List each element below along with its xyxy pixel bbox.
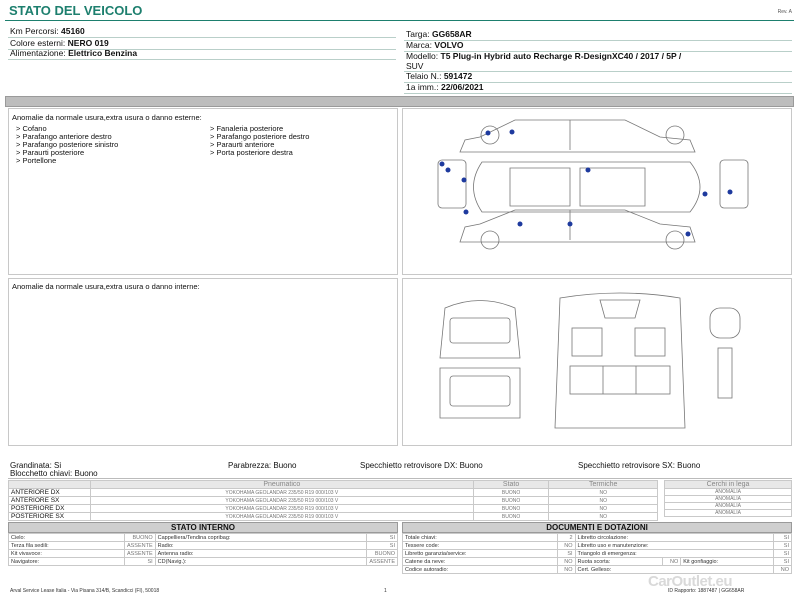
damage-marker [440, 162, 445, 167]
table-row [403, 558, 792, 566]
damage-marker [728, 190, 733, 195]
stato-header: Stato [473, 481, 549, 489]
section-bar [5, 96, 794, 107]
tyre-termiche: NO [549, 513, 658, 521]
grandinata-status: Grandinata: Si [10, 461, 62, 470]
damage-item: > Fanaleria posteriore [210, 124, 284, 133]
title-rule [5, 20, 794, 21]
table-row [403, 542, 792, 550]
documenti-table [402, 533, 792, 574]
tyre-termiche: NO [549, 497, 658, 505]
item-label: Catene da neve: [403, 558, 558, 566]
item-value: NO [557, 542, 575, 550]
internal-damage-title: Anomalie da normale usura,extra usura o danno interne: [12, 282, 200, 291]
marca-field: Marca: VOLVO [406, 40, 464, 50]
item-value: NO [663, 558, 681, 566]
damage-item: > Parafango posteriore destro [210, 132, 310, 141]
item-value: ASSENTE [367, 558, 398, 566]
item-label: Kit vivavoce: [9, 550, 125, 558]
damage-marker [518, 222, 523, 227]
tyre-termiche: NO [549, 505, 658, 513]
tyre-model: YOKOHAMA GEOLANDAR 235/50 R19 000/103 V [91, 497, 474, 505]
table-row [665, 503, 792, 510]
car-interior-diagram [420, 288, 780, 438]
tyre-header: Pneumatico [91, 481, 474, 489]
table-row [403, 550, 792, 558]
stato-interno-table [8, 533, 398, 566]
tyre-model: YOKOHAMA GEOLANDAR 235/50 R19 000/103 V [91, 513, 474, 521]
item-label: Cielo: [9, 534, 125, 542]
cerchi-value: ANOMALIA [665, 496, 792, 503]
cerchi-header: Cerchi in lega [665, 481, 792, 489]
modello-field: Modello: T5 Plug-in Hybrid auto Recharge R-DesignXC40 / 2017 / 5P / [406, 51, 682, 61]
item-value: SI [557, 550, 575, 558]
cerchi-value: ANOMALIA [665, 489, 792, 496]
item-label: Libretto garanzia/service: [403, 550, 558, 558]
table-row [665, 496, 792, 503]
item-value: NO [774, 566, 792, 574]
damage-item: > Portellone [16, 156, 57, 165]
documenti-header: DOCUMENTI E DOTAZIONI [402, 522, 792, 533]
item-value: BUONO [124, 534, 155, 542]
tyre-stato: BUONO [473, 489, 549, 497]
specchietto-sx-status: Specchietto retrovisore SX: Buono [578, 461, 701, 470]
item-label: Navigatore: [9, 558, 125, 566]
footer-address: Arval Service Lease Italia - Via Pisana 314/B, Scandicci (FI), 50018 [10, 588, 160, 594]
item-label: Libretto circolazione: [575, 534, 773, 542]
status-rule [8, 478, 792, 479]
damage-item: > Cofano [16, 124, 47, 133]
item-label: Antenna radio: [155, 550, 367, 558]
tyre-stato: BUONO [473, 513, 549, 521]
item-label: Kit gonfiaggio: [681, 558, 774, 566]
tyres-table [8, 480, 658, 521]
table-row [9, 513, 658, 521]
termiche-header: Termiche [549, 481, 658, 489]
table-row [403, 534, 792, 542]
item-label: Totale chiavi: [403, 534, 558, 542]
specchietto-dx-status: Specchietto retrovisore DX: Buono [360, 461, 483, 470]
item-value: ASSENTE [124, 542, 155, 550]
item-label: Cert. Gelleso: [575, 566, 773, 574]
item-value: SI [774, 534, 792, 542]
damage-marker [568, 222, 573, 227]
item-label: Cappelliera/Tendina copribag: [155, 534, 367, 542]
tyre-model: YOKOHAMA GEOLANDAR 235/50 R19 000/103 V [91, 505, 474, 513]
damage-marker [686, 232, 691, 237]
item-value: NO [557, 558, 575, 566]
damage-marker [486, 131, 491, 136]
table-row [9, 497, 658, 505]
immatricolazione-field: 1a imm.: 22/06/2021 [406, 82, 484, 92]
item-value: SI [774, 542, 792, 550]
tyre-position: ANTERIORE DX [9, 489, 91, 497]
parabrezza-status: Parabrezza: Buono [228, 461, 297, 470]
item-label: Terza fila sedili: [9, 542, 125, 550]
car-exterior-diagram [420, 112, 780, 272]
item-value: SI [774, 558, 792, 566]
revision-label: Rev. A [777, 9, 792, 15]
colore-field: Colore esterni: NERO 019 [10, 38, 109, 48]
cerchi-table [664, 480, 792, 517]
internal-damage-panel [8, 278, 398, 446]
item-value: BUONO [367, 550, 398, 558]
item-label: Libretto uso e manutenzione: [575, 542, 773, 550]
alimentazione-field: Alimentazione: Elettrico Benzina [10, 48, 138, 58]
tyre-stato: BUONO [473, 505, 549, 513]
damage-marker [464, 210, 469, 215]
item-value: SI [367, 542, 398, 550]
damage-item: > Porta posteriore destra [210, 148, 293, 157]
blocchetto-status: Blocchetto chiavi: Buono [10, 469, 98, 478]
km-field: Km Percorsi: 45160 [10, 26, 85, 36]
tyre-position: ANTERIORE SX [9, 497, 91, 505]
table-row [9, 505, 658, 513]
stato-interno-header: STATO INTERNO [8, 522, 398, 533]
item-label: Triangolo di emergenza: [575, 550, 773, 558]
page-title: STATO DEL VEICOLO [9, 3, 143, 18]
table-row [665, 489, 792, 496]
table-row [403, 566, 792, 574]
damage-item: > Paraurti posteriore [16, 148, 85, 157]
targa-field: Targa: GG658AR [406, 29, 472, 39]
tyre-model: YOKOHAMA GEOLANDAR 235/50 R19 000/103 V [91, 489, 474, 497]
item-value: ASSENTE [124, 550, 155, 558]
watermark-logo: CarOutlet.eu [648, 573, 733, 590]
table-row [9, 489, 658, 497]
item-value: SI [774, 550, 792, 558]
divider [404, 93, 792, 94]
damage-item: > Parafango anteriore destro [16, 132, 112, 141]
cerchi-value: ANOMALIA [665, 510, 792, 517]
external-damage-list-2 [210, 125, 309, 157]
item-value: NO [557, 566, 575, 574]
telaio-field: Telaio N.: 591472 [406, 71, 473, 81]
cerchi-value: ANOMALIA [665, 503, 792, 510]
report-id: ID Rapporto: 1887487 | GG658AR [668, 588, 745, 594]
tyre-position: POSTERIORE DX [9, 505, 91, 513]
damage-marker [586, 168, 591, 173]
item-label: Codice autoradio: [403, 566, 558, 574]
tyre-termiche: NO [549, 489, 658, 497]
table-row [9, 550, 398, 558]
damage-marker [703, 192, 708, 197]
table-row [665, 510, 792, 517]
divider [8, 59, 396, 60]
item-label: CD(Navig.): [155, 558, 367, 566]
table-row [9, 542, 398, 550]
item-value: 2 [557, 534, 575, 542]
table-row [9, 534, 398, 542]
modello-cont: SUV [406, 61, 424, 71]
damage-item: > Paraurti anteriore [210, 140, 275, 149]
table-row [9, 558, 398, 566]
item-value: SI [124, 558, 155, 566]
damage-item: > Parafango posteriore sinistro [16, 140, 119, 149]
external-damage-list-1 [16, 125, 118, 165]
item-label: Tessere code: [403, 542, 558, 550]
page-number: 1 [384, 588, 387, 594]
tyre-position: POSTERIORE SX [9, 513, 91, 521]
item-label: Ruota scorta: [575, 558, 663, 566]
item-label: Radio: [155, 542, 367, 550]
tyre-pos-header [9, 481, 91, 489]
damage-marker [510, 130, 515, 135]
damage-marker [446, 168, 451, 173]
item-value: SI [367, 534, 398, 542]
tyre-stato: BUONO [473, 497, 549, 505]
damage-marker [462, 178, 467, 183]
external-damage-title: Anomalie da normale usura,extra usura o danno esterne: [12, 113, 202, 122]
